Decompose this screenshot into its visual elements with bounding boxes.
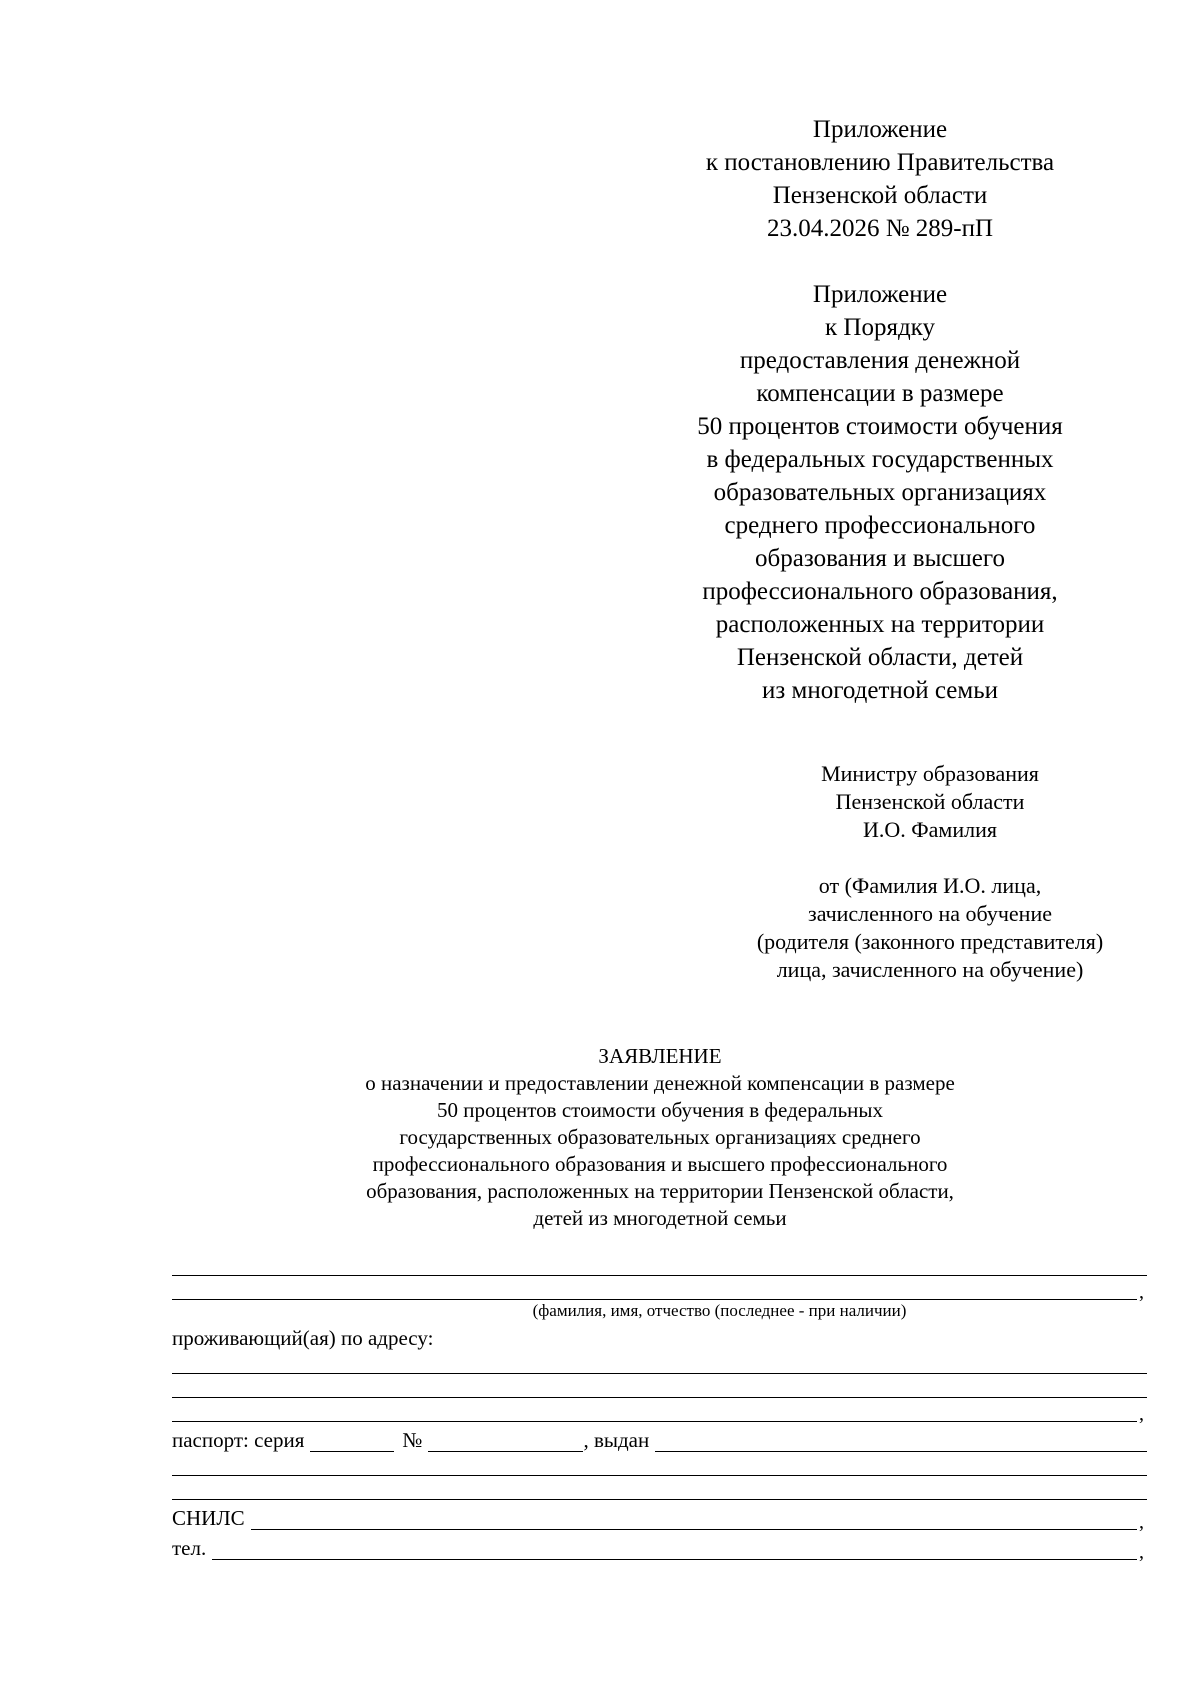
appendix-title: Приложение xyxy=(812,116,948,143)
order-appendix-line: образования и высшего xyxy=(755,545,1005,572)
blank-line[interactable] xyxy=(172,1460,1147,1476)
name-field-line-1[interactable] xyxy=(172,1252,1147,1276)
comma-mark: , xyxy=(1139,1511,1144,1533)
passport-series-field[interactable] xyxy=(310,1436,394,1452)
blank-line[interactable] xyxy=(172,1382,1147,1398)
phone-label: тел. xyxy=(172,1536,207,1560)
addressee-line: Министру образования xyxy=(821,761,1039,786)
statement-subject-line: профессионального образования и высшего профессионального xyxy=(372,1152,948,1176)
statement-subject-line: государственных образовательных организациях среднего xyxy=(399,1125,921,1149)
comma-mark: , xyxy=(1139,1281,1144,1303)
addressee-block xyxy=(720,760,1140,984)
issued-field-line-3[interactable] xyxy=(172,1476,1147,1500)
sender-line: лица, зачисленного на обучение) xyxy=(776,957,1084,982)
appendix-region-line: Пензенской области xyxy=(772,182,988,209)
blank-line[interactable] xyxy=(172,1260,1147,1276)
order-appendix-line: профессионального образования, xyxy=(702,578,1058,605)
blank-line[interactable] xyxy=(172,1358,1147,1374)
sender-line: зачисленного на обучение xyxy=(808,901,1052,926)
statement-subject-line: о назначении и предоставлении денежной компенсации в размере xyxy=(365,1071,955,1095)
statement-title-block xyxy=(270,1043,1050,1232)
blank-line[interactable] xyxy=(172,1484,1147,1500)
order-appendix-line: среднего профессионального xyxy=(724,512,1036,539)
order-appendix-line: предоставления денежной xyxy=(739,347,1021,374)
passport-series-label: паспорт: серия xyxy=(172,1428,305,1452)
appendix-header xyxy=(640,113,1120,707)
address-field-line-3[interactable] xyxy=(172,1398,1147,1425)
statement-subject-line: детей из многодетной семьи xyxy=(533,1206,787,1230)
address-field-line-2[interactable] xyxy=(172,1374,1147,1398)
order-appendix-line: в федеральных государственных xyxy=(706,446,1054,473)
passport-row xyxy=(172,1422,1147,1452)
issued-field-line-2[interactable] xyxy=(172,1452,1147,1476)
order-appendix-line: расположенных на территории xyxy=(715,611,1045,638)
order-appendix-line: 50 процентов стоимости обучения xyxy=(697,413,1063,440)
sender-line: от (Фамилия И.О. лица, xyxy=(818,873,1042,898)
order-appendix-line: Пензенской области, детей xyxy=(736,644,1024,671)
passport-issued-label: , выдан xyxy=(583,1428,650,1452)
statement-heading: ЗАЯВЛЕНИЕ xyxy=(598,1044,722,1068)
blank-line[interactable] xyxy=(172,1406,1137,1422)
comma-mark: , xyxy=(1139,1541,1144,1563)
phone-field[interactable] xyxy=(212,1544,1137,1560)
order-appendix-line: к Порядку xyxy=(825,314,935,341)
application-form xyxy=(172,1252,1147,1563)
appendix-decree-line: к постановлению Правительства xyxy=(705,149,1055,176)
order-appendix-line: компенсации в размере xyxy=(756,380,1004,407)
appendix-date-number: 23.04.2026 № 289-пП xyxy=(766,215,994,242)
name-field-hint: (фамилия, имя, отчество (последнее - при наличии) xyxy=(532,1301,907,1320)
addressee-name: И.О. Фамилия xyxy=(863,817,997,842)
address-label: проживающий(ая) по адресу: xyxy=(172,1326,434,1350)
snils-row xyxy=(172,1500,1147,1533)
blank-line[interactable] xyxy=(172,1284,1137,1300)
phone-row xyxy=(172,1530,1147,1563)
order-appendix-line: Приложение xyxy=(812,281,948,308)
passport-issued-field[interactable] xyxy=(655,1436,1147,1452)
statement-subject-line: 50 процентов стоимости обучения в федеральных xyxy=(437,1098,883,1122)
passport-number-field[interactable] xyxy=(428,1436,583,1452)
comma-mark: , xyxy=(1139,1403,1144,1425)
order-appendix-line: из многодетной семьи xyxy=(762,677,998,704)
address-field-line-1[interactable] xyxy=(172,1350,1147,1374)
name-field-line-2[interactable] xyxy=(172,1276,1147,1303)
snils-field[interactable] xyxy=(251,1514,1137,1530)
order-appendix-line: образовательных организациях xyxy=(713,479,1047,506)
passport-number-label: № xyxy=(402,1428,423,1452)
snils-label: СНИЛС xyxy=(172,1506,245,1530)
statement-subject-line: образования, расположенных на территории Пензенской области, xyxy=(366,1179,954,1203)
sender-line: (родителя (законного представителя) xyxy=(756,929,1104,954)
addressee-line: Пензенской области xyxy=(835,789,1025,814)
address-label-row xyxy=(172,1326,1147,1350)
